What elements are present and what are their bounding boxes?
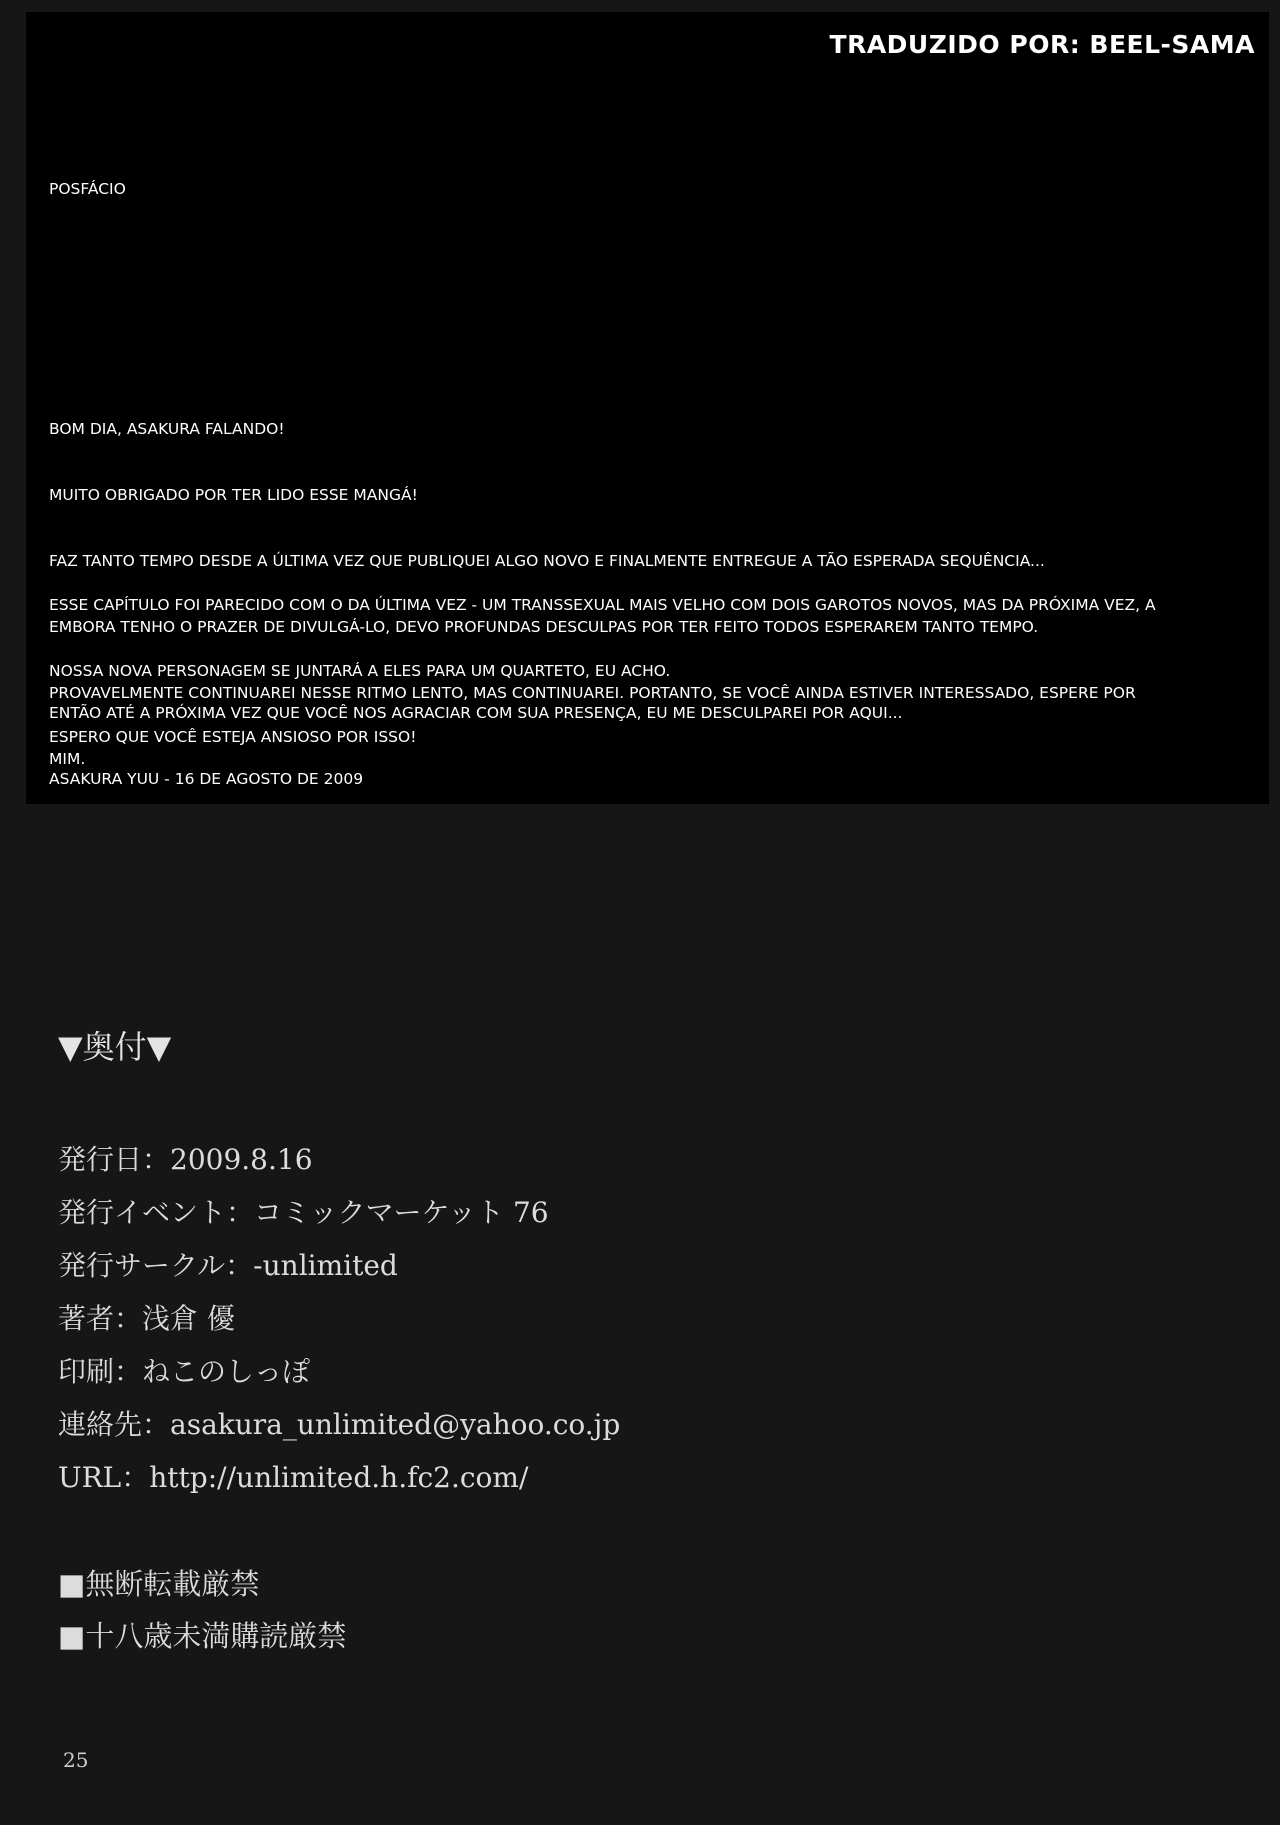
colophon-circle: 発行サークル：-unlimited <box>58 1249 398 1282</box>
page-number: 25 <box>63 1748 89 1772</box>
notice-age-restriction: ■十八歳未満購読厳禁 <box>58 1619 347 1653</box>
text-line: NOSSA NOVA PERSONAGEM SE JUNTARÁ A ELES PARA UM QUARTETO, EU ACHO. <box>49 662 671 680</box>
notice-no-reprint: ■無断転載厳禁 <box>58 1567 260 1601</box>
text-line: PROVAVELMENTE CONTINUAREI NESSE RITMO LENTO, MAS CONTINUAREI. PORTANTO, SE VOCÊ AINDA ESTIVER INTERESSADO, ESPERE POR <box>49 684 1136 702</box>
colophon-title: ▼奥付▼ <box>58 1028 172 1066</box>
text-line: ASAKURA YUU - 16 DE AGOSTO DE 2009 <box>49 770 364 788</box>
translation-panel <box>26 12 1269 804</box>
colophon-release-date: 発行日：2009.8.16 <box>58 1143 313 1176</box>
translator-credit: TRADUZIDO POR: BEEL-SAMA <box>829 30 1255 59</box>
colophon-contact: 連絡先：asakura_unlimited@yahoo.co.jp <box>58 1408 621 1441</box>
text-line: MUITO OBRIGADO POR TER LIDO ESSE MANGÁ! <box>49 486 418 504</box>
text-line: FAZ TANTO TEMPO DESDE A ÚLTIMA VEZ QUE PUBLIQUEI ALGO NOVO E FINALMENTE ENTREGUE A TÃO ESPERADA SEQUÊNCIA... <box>49 552 1045 570</box>
colophon-printer: 印刷：ねこのしっぽ <box>58 1355 311 1388</box>
afterword-paragraph-3 <box>49 658 1280 834</box>
text-line: EMBORA TENHO O PRAZER DE DIVULGÁ-LO, DEVO PROFUNDAS DESCULPAS POR TER FEITO TODOS ESPERAREM TANTO TEMPO. <box>49 618 1039 636</box>
text-line: BOM DIA, ASAKURA FALANDO! <box>49 420 285 438</box>
text-line: ENTÃO ATÉ A PRÓXIMA VEZ QUE VOCÊ NOS AGRACIAR COM SUA PRESENÇA, EU ME DESCULPAREI POR AQUI... <box>49 704 903 722</box>
text-line: ESSE CAPÍTULO FOI PARECIDO COM O DA ÚLTIMA VEZ - UM TRANSSEXUAL MAIS VELHO COM DOIS GAROTOS NOVOS, MAS DA PRÓXIMA VEZ, A <box>49 596 1156 614</box>
text-line: ESPERO QUE VOCÊ ESTEJA ANSIOSO POR ISSO! <box>49 728 417 746</box>
text-line: MIM. <box>49 750 86 768</box>
colophon-author: 著者：浅倉 優 <box>58 1302 235 1335</box>
afterword-heading: POSFÁCIO <box>49 180 126 198</box>
colophon-url: URL：http://unlimited.h.fc2.com/ <box>58 1461 529 1494</box>
colophon-event: 発行イベント：コミックマーケット 76 <box>58 1196 549 1229</box>
